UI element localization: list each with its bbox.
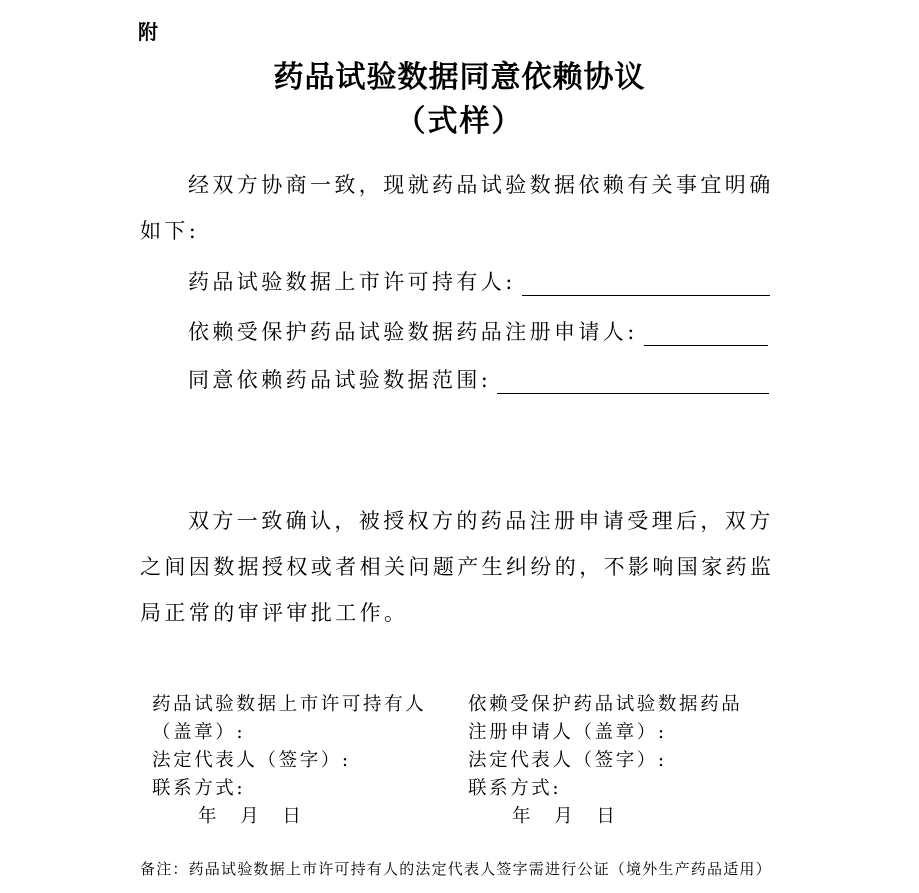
signature-block-right xyxy=(468,691,742,831)
sig-right-date: 年 月 日 xyxy=(512,806,618,827)
sig-right-rep: 法定代表人（签字）: xyxy=(468,750,667,771)
intro-paragraph: 经双方协商一致，现就药品试验数据依赖有关事宜明确如下: xyxy=(140,173,774,243)
footnote: 备注：药品试验数据上市许可持有人的法定代表人签字需进行公证（境外生产药品适用） xyxy=(140,860,772,878)
field-row-scope xyxy=(188,364,769,394)
field-blank-holder[interactable] xyxy=(522,273,770,296)
document-title: 药品试验数据同意依赖协议 xyxy=(273,60,646,95)
confirmation-paragraph: 双方一致确认，被授权方的药品注册申请受理后，双方之间因数据授权或者相关问题产生纠纷的，不影响国家药监局正常的审评审批工作。 xyxy=(140,509,775,625)
sig-right-party-line1: 依赖受保护药品试验数据药品 xyxy=(468,694,743,715)
field-label-scope: 同意依赖药品试验数据范围: xyxy=(188,368,492,392)
field-label-holder: 药品试验数据上市许可持有人: xyxy=(188,270,516,294)
sig-left-date: 年 月 日 xyxy=(198,806,304,827)
signature-block-left xyxy=(152,691,426,831)
sig-right-contact: 联系方式: xyxy=(468,778,562,799)
field-label-applicant: 依赖受保护药品试验数据药品注册申请人: xyxy=(188,320,638,344)
sig-left-contact: 联系方式: xyxy=(152,778,246,799)
field-row-holder xyxy=(188,266,770,296)
annex-label: 附 xyxy=(138,20,158,44)
sig-right-party-line2: 注册申请人（盖章）: xyxy=(468,722,667,743)
field-blank-applicant[interactable] xyxy=(644,323,768,346)
sig-left-party-line1: 药品试验数据上市许可持有人 xyxy=(152,694,427,715)
sig-left-party-line2: （盖章）: xyxy=(152,722,246,743)
field-blank-scope[interactable] xyxy=(497,371,769,394)
field-row-applicant xyxy=(188,316,768,346)
document-subtitle: （式样） xyxy=(395,104,524,139)
sig-left-rep: 法定代表人（签字）: xyxy=(152,750,351,771)
